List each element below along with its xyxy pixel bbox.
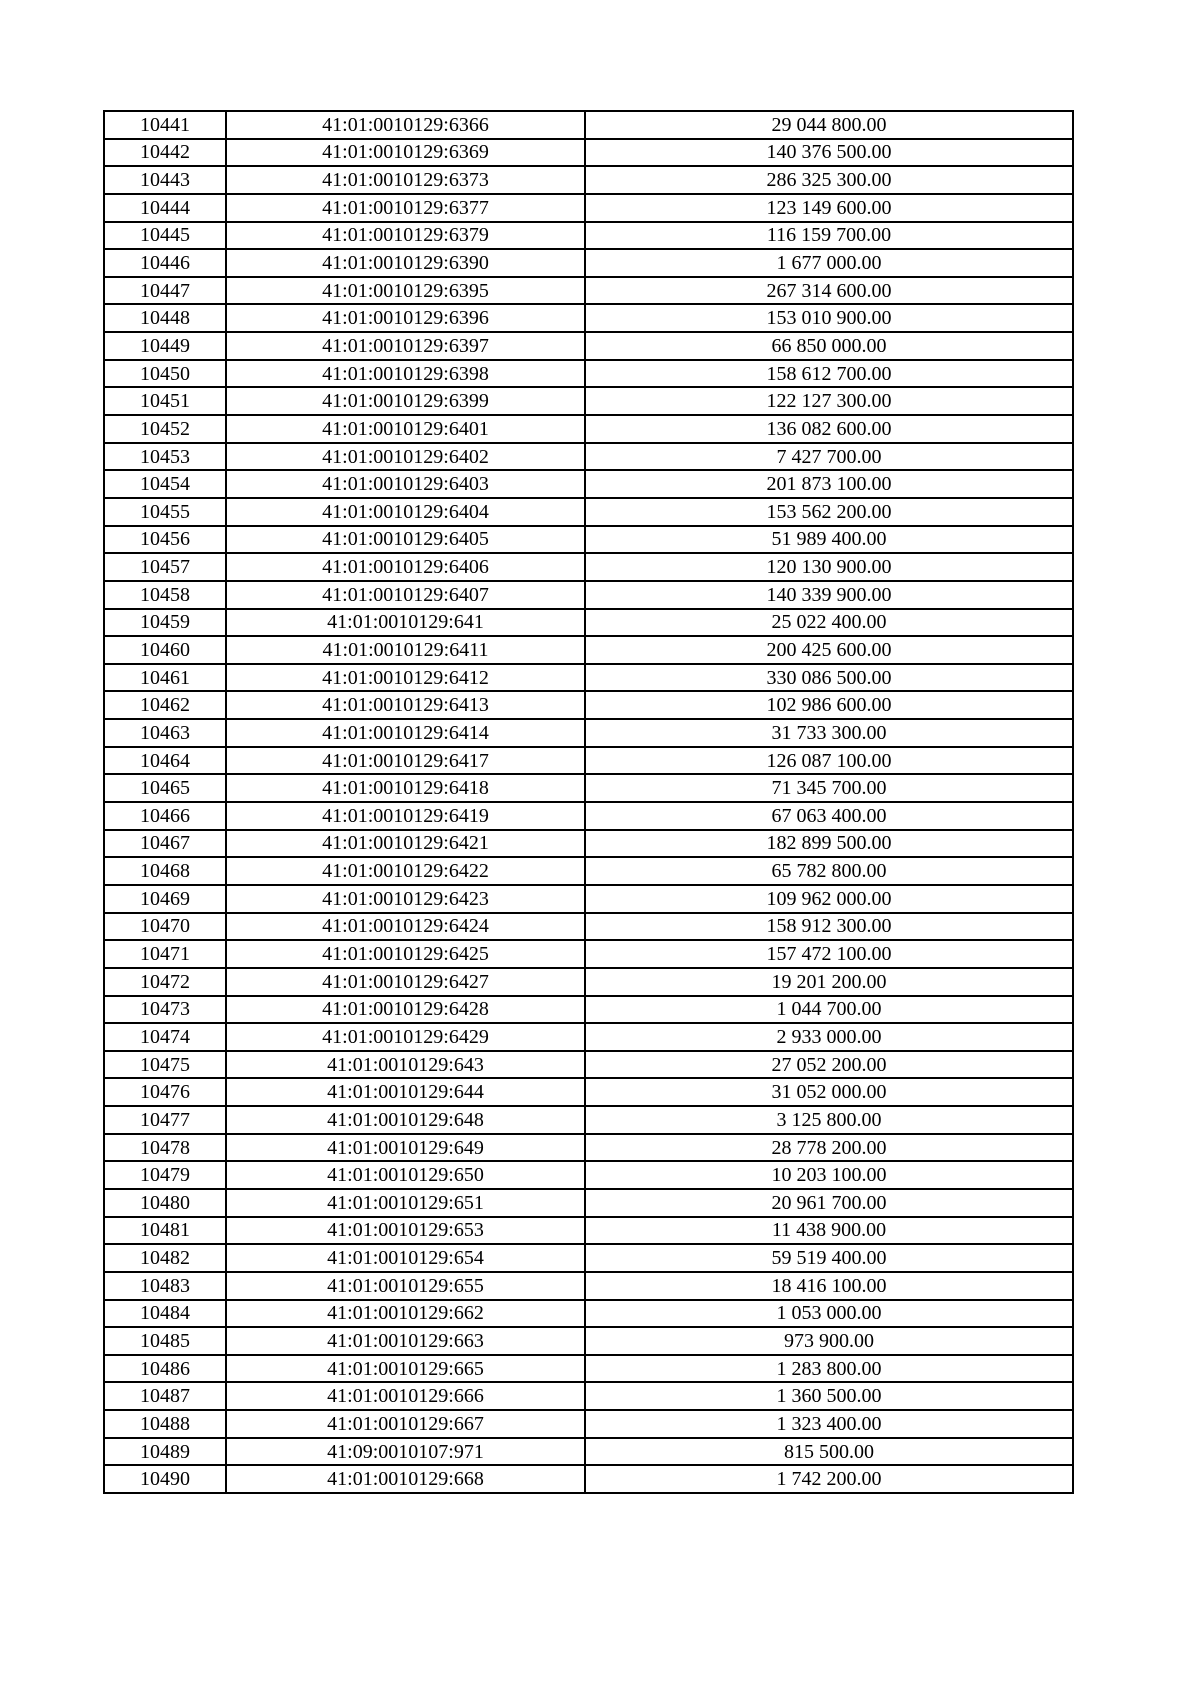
table-row — [104, 1023, 1073, 1051]
cadastral-number-cell: 41:01:0010129:653 — [226, 1217, 585, 1245]
table-row — [104, 1217, 1073, 1245]
cadastral-value-cell: 11 438 900.00 — [585, 1217, 1073, 1245]
table-row — [104, 802, 1073, 830]
cadastral-value-cell: 18 416 100.00 — [585, 1272, 1073, 1300]
cadastral-number-cell: 41:01:0010129:6417 — [226, 747, 585, 775]
row-number-cell: 10442 — [104, 139, 226, 167]
cadastral-number-cell: 41:01:0010129:6429 — [226, 1023, 585, 1051]
table-row — [104, 166, 1073, 194]
cadastral-number-cell: 41:01:0010129:667 — [226, 1410, 585, 1438]
cadastral-value-cell: 116 159 700.00 — [585, 222, 1073, 250]
row-number-cell: 10445 — [104, 222, 226, 250]
row-number-cell: 10452 — [104, 415, 226, 443]
cadastral-number-cell: 41:01:0010129:6412 — [226, 664, 585, 692]
cadastral-value-cell: 182 899 500.00 — [585, 830, 1073, 858]
cadastral-value-cell: 1 323 400.00 — [585, 1410, 1073, 1438]
cadastral-value-cell: 20 961 700.00 — [585, 1189, 1073, 1217]
cadastral-number-cell: 41:01:0010129:6399 — [226, 387, 585, 415]
cadastral-number-cell: 41:01:0010129:6366 — [226, 111, 585, 139]
cadastral-value-cell: 120 130 900.00 — [585, 553, 1073, 581]
cadastral-number-cell: 41:01:0010129:6398 — [226, 360, 585, 388]
cadastral-value-cell: 201 873 100.00 — [585, 470, 1073, 498]
table-row — [104, 498, 1073, 526]
cadastral-value-cell: 29 044 800.00 — [585, 111, 1073, 139]
table-row — [104, 1355, 1073, 1383]
cadastral-number-cell: 41:01:0010129:662 — [226, 1300, 585, 1328]
row-number-cell: 10489 — [104, 1438, 226, 1466]
row-number-cell: 10468 — [104, 857, 226, 885]
cadastral-number-cell: 41:01:0010129:665 — [226, 1355, 585, 1383]
cadastral-value-cell: 123 149 600.00 — [585, 194, 1073, 222]
cadastral-number-cell: 41:01:0010129:6424 — [226, 913, 585, 941]
table-row — [104, 1244, 1073, 1272]
row-number-cell: 10487 — [104, 1382, 226, 1410]
cadastral-number-cell: 41:01:0010129:655 — [226, 1272, 585, 1300]
row-number-cell: 10479 — [104, 1161, 226, 1189]
row-number-cell: 10454 — [104, 470, 226, 498]
cadastral-number-cell: 41:01:0010129:6425 — [226, 940, 585, 968]
table-row — [104, 194, 1073, 222]
cadastral-value-cell: 126 087 100.00 — [585, 747, 1073, 775]
cadastral-value-cell: 71 345 700.00 — [585, 774, 1073, 802]
row-number-cell: 10466 — [104, 802, 226, 830]
row-number-cell: 10472 — [104, 968, 226, 996]
cadastral-value-cell: 31 733 300.00 — [585, 719, 1073, 747]
row-number-cell: 10467 — [104, 830, 226, 858]
row-number-cell: 10480 — [104, 1189, 226, 1217]
cadastral-value-cell: 815 500.00 — [585, 1438, 1073, 1466]
cadastral-number-cell: 41:01:0010129:6414 — [226, 719, 585, 747]
cadastral-number-cell: 41:01:0010129:6406 — [226, 553, 585, 581]
cadastral-value-cell: 267 314 600.00 — [585, 277, 1073, 305]
cadastral-value-cell: 31 052 000.00 — [585, 1078, 1073, 1106]
row-number-cell: 10453 — [104, 443, 226, 471]
table-row — [104, 332, 1073, 360]
cadastral-value-cell: 109 962 000.00 — [585, 885, 1073, 913]
cadastral-value-cell: 1 742 200.00 — [585, 1465, 1073, 1493]
row-number-cell: 10490 — [104, 1465, 226, 1493]
row-number-cell: 10449 — [104, 332, 226, 360]
cadastral-number-cell: 41:09:0010107:971 — [226, 1438, 585, 1466]
row-number-cell: 10469 — [104, 885, 226, 913]
table-row — [104, 1300, 1073, 1328]
table-body — [104, 111, 1073, 1493]
cadastral-number-cell: 41:01:0010129:6373 — [226, 166, 585, 194]
table-row — [104, 387, 1073, 415]
cadastral-number-cell: 41:01:0010129:6428 — [226, 996, 585, 1024]
cadastral-value-cell: 1 360 500.00 — [585, 1382, 1073, 1410]
cadastral-value-cell: 1 053 000.00 — [585, 1300, 1073, 1328]
cadastral-value-cell: 973 900.00 — [585, 1327, 1073, 1355]
cadastral-value-cell: 28 778 200.00 — [585, 1134, 1073, 1162]
table-row — [104, 581, 1073, 609]
table-row — [104, 913, 1073, 941]
cadastral-value-cell: 102 986 600.00 — [585, 691, 1073, 719]
row-number-cell: 10476 — [104, 1078, 226, 1106]
cadastral-value-cell: 67 063 400.00 — [585, 802, 1073, 830]
cadastral-value-cell: 1 283 800.00 — [585, 1355, 1073, 1383]
cadastral-number-cell: 41:01:0010129:6423 — [226, 885, 585, 913]
cadastral-value-cell: 10 203 100.00 — [585, 1161, 1073, 1189]
cadastral-number-cell: 41:01:0010129:6403 — [226, 470, 585, 498]
row-number-cell: 10448 — [104, 304, 226, 332]
row-number-cell: 10457 — [104, 553, 226, 581]
table-row — [104, 139, 1073, 167]
table-row — [104, 1465, 1073, 1493]
cadastral-number-cell: 41:01:0010129:651 — [226, 1189, 585, 1217]
row-number-cell: 10485 — [104, 1327, 226, 1355]
table-row — [104, 1189, 1073, 1217]
cadastral-number-cell: 41:01:0010129:6390 — [226, 249, 585, 277]
cadastral-value-cell: 153 010 900.00 — [585, 304, 1073, 332]
row-number-cell: 10461 — [104, 664, 226, 692]
cadastral-value-cell: 153 562 200.00 — [585, 498, 1073, 526]
cadastral-number-cell: 41:01:0010129:6395 — [226, 277, 585, 305]
table-row — [104, 111, 1073, 139]
table-row — [104, 609, 1073, 637]
row-number-cell: 10458 — [104, 581, 226, 609]
cadastral-value-cell: 27 052 200.00 — [585, 1051, 1073, 1079]
row-number-cell: 10474 — [104, 1023, 226, 1051]
table-row — [104, 857, 1073, 885]
row-number-cell: 10460 — [104, 636, 226, 664]
row-number-cell: 10459 — [104, 609, 226, 637]
row-number-cell: 10486 — [104, 1355, 226, 1383]
cadastral-value-cell: 200 425 600.00 — [585, 636, 1073, 664]
cadastral-number-cell: 41:01:0010129:644 — [226, 1078, 585, 1106]
cadastral-value-cell: 140 376 500.00 — [585, 139, 1073, 167]
row-number-cell: 10456 — [104, 526, 226, 554]
table-row — [104, 968, 1073, 996]
table-row — [104, 940, 1073, 968]
table-row — [104, 1382, 1073, 1410]
cadastral-number-cell: 41:01:0010129:6377 — [226, 194, 585, 222]
table-row — [104, 526, 1073, 554]
cadastral-number-cell: 41:01:0010129:6421 — [226, 830, 585, 858]
cadastral-value-cell: 66 850 000.00 — [585, 332, 1073, 360]
row-number-cell: 10446 — [104, 249, 226, 277]
cadastral-number-cell: 41:01:0010129:6402 — [226, 443, 585, 471]
row-number-cell: 10450 — [104, 360, 226, 388]
row-number-cell: 10475 — [104, 1051, 226, 1079]
cadastral-value-cell: 3 125 800.00 — [585, 1106, 1073, 1134]
cadastral-value-cell: 330 086 500.00 — [585, 664, 1073, 692]
cadastral-number-cell: 41:01:0010129:6413 — [226, 691, 585, 719]
row-number-cell: 10473 — [104, 996, 226, 1024]
row-number-cell: 10441 — [104, 111, 226, 139]
table-row — [104, 360, 1073, 388]
row-number-cell: 10447 — [104, 277, 226, 305]
table-row — [104, 830, 1073, 858]
table-row — [104, 249, 1073, 277]
cadastral-value-cell: 158 912 300.00 — [585, 913, 1073, 941]
row-number-cell: 10488 — [104, 1410, 226, 1438]
table-row — [104, 664, 1073, 692]
row-number-cell: 10463 — [104, 719, 226, 747]
cadastral-value-cell: 59 519 400.00 — [585, 1244, 1073, 1272]
row-number-cell: 10455 — [104, 498, 226, 526]
cadastral-number-cell: 41:01:0010129:650 — [226, 1161, 585, 1189]
cadastral-number-cell: 41:01:0010129:6418 — [226, 774, 585, 802]
table-row — [104, 719, 1073, 747]
cadastral-value-cell: 1 044 700.00 — [585, 996, 1073, 1024]
cadastral-number-cell: 41:01:0010129:6369 — [226, 139, 585, 167]
table-row — [104, 1438, 1073, 1466]
cadastral-number-cell: 41:01:0010129:6405 — [226, 526, 585, 554]
cadastral-value-cell: 140 339 900.00 — [585, 581, 1073, 609]
table-row — [104, 304, 1073, 332]
table-row — [104, 1134, 1073, 1162]
row-number-cell: 10462 — [104, 691, 226, 719]
cadastral-number-cell: 41:01:0010129:643 — [226, 1051, 585, 1079]
table-row — [104, 1327, 1073, 1355]
row-number-cell: 10481 — [104, 1217, 226, 1245]
row-number-cell: 10470 — [104, 913, 226, 941]
cadastral-number-cell: 41:01:0010129:6422 — [226, 857, 585, 885]
table-row — [104, 470, 1073, 498]
cadastral-number-cell: 41:01:0010129:6379 — [226, 222, 585, 250]
table-row — [104, 636, 1073, 664]
table-row — [104, 553, 1073, 581]
cadastral-value-cell: 158 612 700.00 — [585, 360, 1073, 388]
table-row — [104, 1161, 1073, 1189]
row-number-cell: 10443 — [104, 166, 226, 194]
cadastral-value-cell: 286 325 300.00 — [585, 166, 1073, 194]
row-number-cell: 10484 — [104, 1300, 226, 1328]
cadastral-value-cell: 1 677 000.00 — [585, 249, 1073, 277]
cadastral-value-cell: 2 933 000.00 — [585, 1023, 1073, 1051]
cadastral-number-cell: 41:01:0010129:654 — [226, 1244, 585, 1272]
row-number-cell: 10477 — [104, 1106, 226, 1134]
cadastral-number-cell: 41:01:0010129:6404 — [226, 498, 585, 526]
cadastral-number-cell: 41:01:0010129:663 — [226, 1327, 585, 1355]
cadastral-value-cell: 25 022 400.00 — [585, 609, 1073, 637]
cadastral-number-cell: 41:01:0010129:6407 — [226, 581, 585, 609]
table-row — [104, 747, 1073, 775]
cadastral-number-cell: 41:01:0010129:6401 — [226, 415, 585, 443]
row-number-cell: 10444 — [104, 194, 226, 222]
cadastral-number-cell: 41:01:0010129:666 — [226, 1382, 585, 1410]
cadastral-value-table — [103, 110, 1074, 1494]
cadastral-number-cell: 41:01:0010129:6419 — [226, 802, 585, 830]
row-number-cell: 10482 — [104, 1244, 226, 1272]
cadastral-number-cell: 41:01:0010129:6427 — [226, 968, 585, 996]
table-row — [104, 1410, 1073, 1438]
cadastral-value-cell: 51 989 400.00 — [585, 526, 1073, 554]
table-row — [104, 996, 1073, 1024]
cadastral-number-cell: 41:01:0010129:668 — [226, 1465, 585, 1493]
row-number-cell: 10451 — [104, 387, 226, 415]
table-row — [104, 277, 1073, 305]
row-number-cell: 10483 — [104, 1272, 226, 1300]
cadastral-value-cell: 136 082 600.00 — [585, 415, 1073, 443]
cadastral-number-cell: 41:01:0010129:6411 — [226, 636, 585, 664]
cadastral-value-cell: 157 472 100.00 — [585, 940, 1073, 968]
table-row — [104, 1106, 1073, 1134]
cadastral-number-cell: 41:01:0010129:6397 — [226, 332, 585, 360]
cadastral-value-cell: 65 782 800.00 — [585, 857, 1073, 885]
cadastral-value-cell: 19 201 200.00 — [585, 968, 1073, 996]
table-row — [104, 415, 1073, 443]
table-row — [104, 885, 1073, 913]
row-number-cell: 10478 — [104, 1134, 226, 1162]
table-row — [104, 1051, 1073, 1079]
table-row — [104, 222, 1073, 250]
cadastral-number-cell: 41:01:0010129:6396 — [226, 304, 585, 332]
cadastral-number-cell: 41:01:0010129:641 — [226, 609, 585, 637]
table-row — [104, 443, 1073, 471]
row-number-cell: 10464 — [104, 747, 226, 775]
table-row — [104, 1078, 1073, 1106]
row-number-cell: 10471 — [104, 940, 226, 968]
row-number-cell: 10465 — [104, 774, 226, 802]
table-row — [104, 1272, 1073, 1300]
cadastral-value-cell: 122 127 300.00 — [585, 387, 1073, 415]
cadastral-value-cell: 7 427 700.00 — [585, 443, 1073, 471]
cadastral-number-cell: 41:01:0010129:649 — [226, 1134, 585, 1162]
cadastral-number-cell: 41:01:0010129:648 — [226, 1106, 585, 1134]
table-row — [104, 774, 1073, 802]
table-row — [104, 691, 1073, 719]
